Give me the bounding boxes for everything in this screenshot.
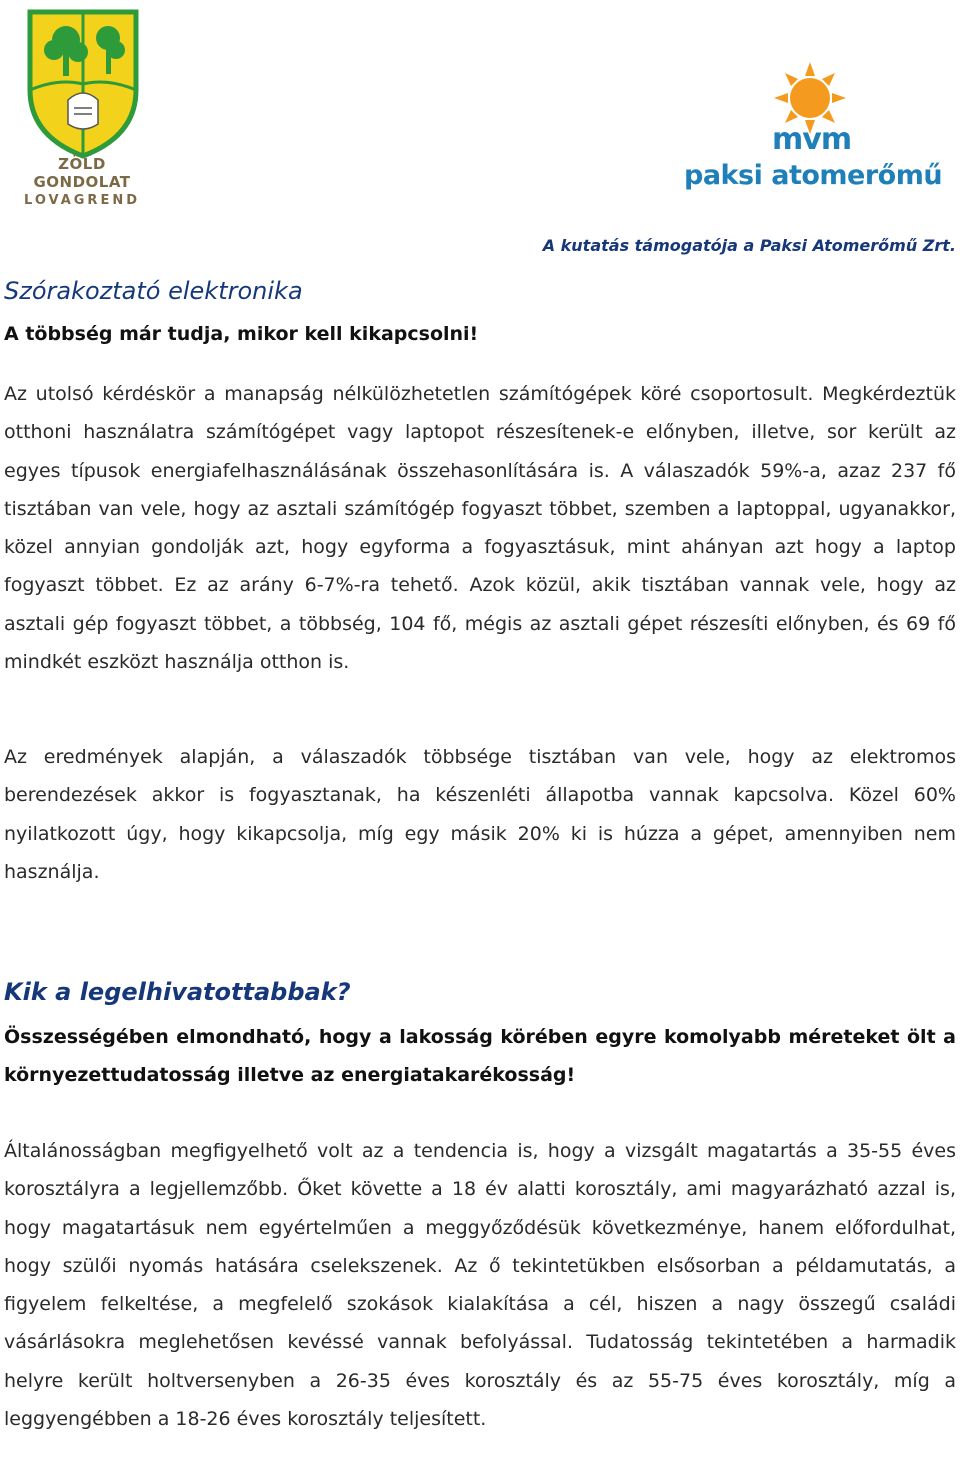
paragraph-computers: Az utolsó kérdéskör a manapság nélkülözhetetlen számítógépek köré csoportosult. Megkérdeztük otthoni használatra számítógépet vagy laptopot részesítenek-e előnyben, illetve, sor került az egyes típusok energiafelhasználásának összehasonlítására is. A válaszadók 59%-a, azaz 237 fő tisztában van vele, hogy az asztali számítógép fogyaszt többet, szemben a laptoppal, ugyanakkor, közel annyian gondolják azt, hogy egyforma a fogyasztásuk, mint ahányan azt hogy a laptop fogyaszt többet. Ez az arány 6-7%-ra tehető. Azok közül, akik tisztában vannak vele, hogy az asztali gép fogyaszt többet, a többség, 104 fő, mégis az asztali gépet részesíti előnyben, és 69 fő mindkét eszközt használja otthon is.: [4, 383, 956, 674]
paragraph-age-groups: Általánosságban megfigyelhető volt az a tendencia is, hogy a vizsgált magatartás a 35-55 éves korosztályra a legjellemzőbb. Őket követte a 18 év alatti korosztály, ami magyarázható azzal is, hogy magatartásuk nem egyértelműen a meggyőződésük következménye, hanem előfordulhat, hogy szülői nyomás hatására cselekszenek. Az ő tekintetükben elsősorban a példamutatás, a figyelem felkeltése, a megfelelő szokások kialakítása a cél, hiszen a nagy összegű családi vásárlásokra meglehetősen kevéssé vannak befolyással. Tudatosság tekintetében a harmadik helyre került holtversenyben a 26-35 éves korosztály és az 55-75 éves korosztály, míg a leggyengébben a 18-26 éves korosztály teljesített.: [4, 1140, 956, 1431]
section2-lead: Összességében elmondható, hogy a lakosság körében egyre komolyabb méreteket ölt a környezettudatosság illetve az energiatakarékosság!: [4, 1026, 956, 1087]
zold-gondolat-logo-text: ZÖLD GONDOLAT LOVAGREND: [24, 155, 140, 208]
mvm-logo-text: mvm: [772, 122, 852, 157]
section-subtitle: A többség már tudja, mikor kell kikapcsolni!: [4, 323, 479, 345]
paragraph-standby: Az eredmények alapján, a válaszadók többsége tisztában van vele, hogy az elektromos berendezések akkor is fogyasztanak, ha készenléti állapotba vannak kapcsolva. Közel 60% nyilatkozott úgy, hogy kikapcsolja, míg egy másik 20% ki is húzza a gépet, amennyiben nem használja.: [4, 746, 956, 883]
section-title: Szórakoztató elektronika: [4, 277, 303, 305]
sponsor-line: A kutatás támogatója a Paksi Atomerőmű Zrt.: [542, 236, 956, 255]
paksi-logo-text: paksi atomerőmű: [684, 160, 943, 191]
section2-title: Kik a legelhivatottabbak?: [4, 978, 351, 1006]
